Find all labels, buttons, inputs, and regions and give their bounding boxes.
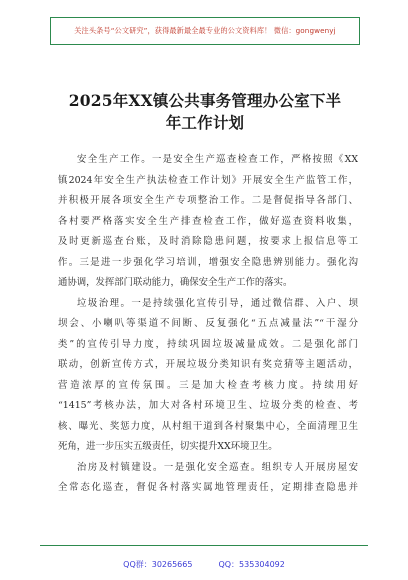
document-body [58, 150, 358, 499]
title-line-1: 2025年XX镇公共事务管理办公室下半 [68, 91, 342, 110]
body-line: 营造浓厚的宣传氛围。三是加大检查考核力度。持续用好 [58, 379, 358, 391]
header-banner [50, 17, 360, 45]
body-line: 垃圾治理。一是持续强化宣传引导，通过微信群、入户、坝 [77, 297, 358, 309]
footer-divider [40, 545, 368, 546]
body-line: 镇2024年安全生产执法检查工作计划》开展安全生产监管工作， [58, 174, 358, 186]
body-line: “1415”考核办法，加大对各村环境卫生、垃圾分类的检查、考 [58, 400, 358, 411]
footer [0, 548, 408, 580]
title-line-2: 年工作计划 [165, 113, 245, 132]
body-line: 并积极开展各项安全生产专项整治工作。二是督促指导各部门、 [58, 195, 358, 206]
body-line: 作。三是进一步强化学习培训，增强安全隐患辨别能力。强化沟 [58, 256, 358, 268]
banner-text: 关注头条号“公文研究”，获得最新最全最专业的公文资料库！ 微信：gongwenyj [74, 26, 336, 35]
body-line: 各村要严格落实安全生产排查检查工作，做好巡查资料收集， [58, 215, 358, 227]
document-title [30, 90, 380, 134]
body-line: 全常态化巡查，督促各村落实属地管理责任，定期排查隐患并 [58, 482, 358, 493]
body-line: 及时更新巡查台账，及时消除隐患问题，按要求上报信息等工 [58, 236, 358, 247]
body-line: 类”的宣传引导力度，持续巩固垃圾减量成效。二是强化部门 [58, 338, 358, 350]
body-line: 核、曝光、奖惩力度，从村组干道到各村聚集中心，全面清理卫生 [58, 420, 358, 432]
body-line: 死角，进一步压实五级责任，切实提升XX环境卫生。 [58, 441, 278, 452]
qq-group-text: QQ群：30265665 [123, 559, 193, 569]
body-line: 安全生产工作。一是安全生产巡查检查工作，严格按照《XX [77, 154, 358, 165]
body-line: 治房及村镇建设。一是强化安全巡查。组织专人开展房屋安 [77, 461, 358, 473]
qq-contact-text: QQ：535304092 [218, 559, 285, 569]
body-line: 通协调，发挥部门联动能力，确保安全生产工作的落实。 [58, 277, 293, 288]
body-line: 联动，创新宣传方式，开展垃圾分类知识有奖竞猜等主题活动， [58, 359, 358, 370]
body-line: 坝会、小喇叭等渠道不间断、反复强化“五点减量法”“干湿分 [58, 318, 358, 329]
